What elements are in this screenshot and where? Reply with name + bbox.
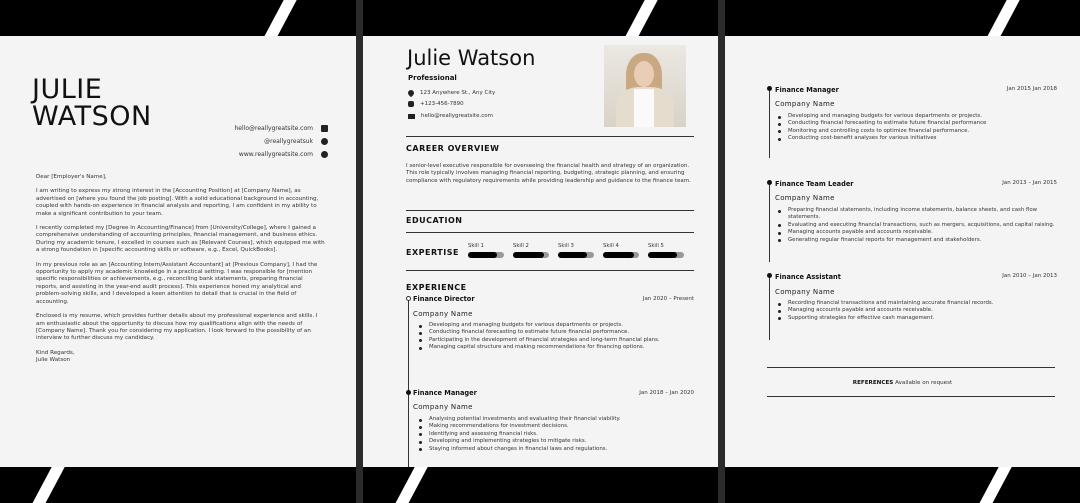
job-date: Jan 2020 – Present <box>642 296 694 302</box>
skill-bar <box>513 252 549 258</box>
divider <box>406 136 694 137</box>
skill-bar <box>648 252 684 258</box>
skill-label: Skill 3 <box>558 243 574 249</box>
skill-bar <box>603 252 639 258</box>
letter-paragraph: In my previous role as an [Accounting Intern/Assistant Accountant] at [Previous Company], I had the opportunity to apply my academic knowledge in a practical setting. I was responsible for [mention specific responsibilities or achievements, e.g., reconciling bank statements, preparing financial reports, and assisting in the year-end audit process]. This experience honed my analytical and problem-solving skills, and I developed a keen attention to detail that is crucial in the field of accounting. <box>36 261 318 305</box>
cover-name <box>32 76 152 130</box>
career-summary: I senior-level executive responsible for overseeing the financial health and strategy of an organization. This role typically involves managing financial reporting, budgeting, strategic planning, and ensuring compliance with regulatory requirements while providing leadership and guidance to the finance team. <box>406 163 691 184</box>
divider <box>767 367 1055 368</box>
skill-label: Skill 4 <box>603 243 619 249</box>
job-bullet: Preparing financial statements, including income statements, balance sheets, and cash flow statements. <box>776 207 1056 222</box>
skill-item <box>513 243 549 258</box>
letter-signoff: Kind Regards, Julie Watson <box>36 349 75 364</box>
skill-fill <box>648 252 677 258</box>
cover-social-row <box>264 138 328 145</box>
job-title: Finance Manager <box>775 86 839 94</box>
skill-fill <box>513 252 544 258</box>
phone-text[interactable]: +123-456-7890 <box>420 101 464 107</box>
experience-heading: EXPERIENCE <box>406 283 467 292</box>
email-row <box>408 113 493 119</box>
job-company: Company Name <box>775 288 835 296</box>
bottom-banner <box>363 467 718 503</box>
experience-timeline <box>769 88 770 158</box>
experience-timeline <box>408 297 409 467</box>
experience-timeline <box>769 182 770 262</box>
divider <box>767 396 1055 397</box>
job-bullets <box>417 416 693 453</box>
social-icon <box>321 138 328 145</box>
job-bullet: Evaluating and executing financial transactions, such as mergers, acquisitions, and capital raising. <box>776 222 1056 229</box>
location-icon <box>407 89 415 97</box>
letter-paragraph: Enclosed is my resume, which provides further details about my professional experience and skills. I am enthusiastic about the opportunity to discuss how my qualifications align with the needs of [Company Name]. Thank you for considering my application. I look forward to the possibility of an interview to further discuss my candidacy. <box>36 313 318 342</box>
skill-item <box>648 243 684 258</box>
education-heading: EDUCATION <box>406 216 463 225</box>
top-banner <box>363 0 718 36</box>
job-date: Jan 2010 – Jan 2013 <box>1002 273 1057 279</box>
timeline-dot <box>406 390 411 395</box>
job-company: Company Name <box>413 403 473 411</box>
skill-bar <box>468 252 504 258</box>
references-note: Available on request <box>895 380 953 386</box>
job-bullet: Participating in the development of financial strategies and long-term financial plans. <box>417 337 693 344</box>
job-bullet: Staying informed about changes in financial laws and regulations. <box>417 446 693 453</box>
job-bullets <box>776 113 1056 143</box>
skill-fill <box>558 252 587 258</box>
address-text: 123 Anywhere St., Any City <box>420 90 496 96</box>
top-banner <box>725 0 1080 36</box>
divider <box>406 270 694 271</box>
email-text[interactable]: hello@reallygreatsite.com <box>421 113 493 119</box>
cover-name-last: WATSON <box>32 101 152 132</box>
skill-fill <box>468 252 497 258</box>
job-bullet: Making recommendations for investment decisions. <box>417 423 693 430</box>
job-bullet: Managing capital structure and making recommendations for financing options. <box>417 344 693 351</box>
experience-timeline <box>769 275 770 340</box>
expertise-heading: EXPERTISE <box>406 248 459 257</box>
skill-label: Skill 1 <box>468 243 484 249</box>
job-bullet: Developing and implementing strategies to mitigate risks. <box>417 438 693 445</box>
job-bullet: Supporting strategies for effective cash management. <box>776 315 1056 322</box>
divider <box>406 232 694 233</box>
divider <box>406 210 694 211</box>
job-bullet: Generating regular financial reports for management and stakeholders. <box>776 237 1056 244</box>
phone-row <box>408 101 464 107</box>
letter-body <box>36 174 326 372</box>
job-date: Jan 2018 – Jan 2020 <box>639 390 694 396</box>
job-title: Finance Manager <box>413 389 477 397</box>
cover-name-first: JULIE <box>32 74 103 105</box>
skill-label: Skill 5 <box>648 243 664 249</box>
address-row <box>408 90 495 96</box>
mail-icon <box>408 114 415 119</box>
skill-item <box>558 243 594 258</box>
timeline-dot <box>406 296 411 301</box>
job-bullet: Conducting financial forecasting to estimate future financial performance <box>776 120 1056 127</box>
top-banner <box>0 0 356 36</box>
skill-label: Skill 2 <box>513 243 529 249</box>
cover-website[interactable]: www.reallygreatsite.com <box>238 151 313 158</box>
resume-page-2 <box>725 0 1080 503</box>
letter-paragraph: I am writing to express my strong interest in the [Accounting Position] at [Company Name], as advertised on [where you found the job posting]. With a solid educational background in accounting, coupled with hands-on experience in financial analysis and reporting, I am confident in my ability to make a significant contribution to your team. <box>36 188 319 217</box>
letter-paragraph: Dear [Employer's Name], <box>36 174 107 180</box>
cover-letter-page <box>0 0 356 503</box>
job-title: Finance Team Leader <box>775 180 854 188</box>
banner-stripe <box>979 0 1024 36</box>
cover-website-row <box>239 151 328 158</box>
banner-stripe <box>387 467 432 503</box>
job-date: Jan 2015 Jan 2018 <box>1006 86 1057 92</box>
skill-fill <box>603 252 634 258</box>
skill-item <box>468 243 504 258</box>
timeline-dot <box>767 180 772 185</box>
bottom-banner <box>0 467 356 503</box>
job-bullet: Conducting cost-benefit analyses for various initiatives <box>776 135 1056 142</box>
resume-name: Julie Watson <box>407 46 536 70</box>
job-company: Company Name <box>775 194 835 202</box>
banner-stripe <box>971 467 1016 503</box>
resume-page-1 <box>363 0 718 503</box>
job-bullet: Developing and managing budgets for various departments or projects. <box>776 113 1056 120</box>
job-bullet: Identifying and assessing financial risks. <box>417 431 693 438</box>
job-bullet: Conducting financial forecasting to estimate future financial performance. <box>417 329 693 336</box>
references-line <box>725 380 1080 386</box>
timeline-dot <box>767 86 772 91</box>
cover-email-row <box>234 125 328 132</box>
job-bullet: Recording financial transactions and maintaining accurate financial records. <box>776 300 1056 307</box>
skill-item <box>603 243 639 258</box>
cover-social[interactable]: @reallygreatsuk <box>264 138 313 145</box>
job-title: Finance Director <box>413 295 475 303</box>
job-bullet: Analysing potential investments and evaluating their financial viability. <box>417 416 693 423</box>
mail-icon <box>321 125 328 132</box>
banner-stripe <box>256 0 301 36</box>
job-company: Company Name <box>413 310 473 318</box>
job-title: Finance Assistant <box>775 273 841 281</box>
job-bullet: Monitoring and controlling costs to optimize financial performance. <box>776 128 1056 135</box>
skills-list <box>468 243 684 258</box>
globe-icon <box>321 151 328 158</box>
profile-photo <box>604 45 686 127</box>
skill-bar <box>558 252 594 258</box>
timeline-dot <box>767 273 772 278</box>
job-bullet: Managing accounts payable and accounts receivable. <box>776 229 1056 236</box>
career-heading: CAREER OVERVIEW <box>406 144 500 153</box>
job-date: Jan 2013 – Jan 2015 <box>1002 180 1057 186</box>
banner-stripe <box>617 0 662 36</box>
bottom-banner <box>725 467 1080 503</box>
letter-paragraph: I recently completed my [Degree in Accounting/Finance] from [University/College], where I gained a comprehensive understanding of accounting principles, financial management, and business ethics. During my academic tenure, I excelled in courses such as [Relevant Courses], which equipped me with a strong foundation in [specific accounting skills or software, e.g., Excel, QuickBooks]. <box>36 225 325 254</box>
job-bullets <box>417 322 693 352</box>
banner-stripe <box>24 467 69 503</box>
resume-role: Professional <box>408 74 457 82</box>
job-bullets <box>776 300 1056 322</box>
job-bullets <box>776 207 1056 244</box>
phone-icon <box>408 101 414 107</box>
references-label: REFERENCES <box>852 380 894 386</box>
job-company: Company Name <box>775 100 835 108</box>
job-bullet: Managing accounts payable and accounts receivable. <box>776 307 1056 314</box>
job-bullet: Developing and managing budgets for various departments or projects. <box>417 322 693 329</box>
cover-email[interactable]: hello@reallygreatsite.com <box>234 125 313 132</box>
